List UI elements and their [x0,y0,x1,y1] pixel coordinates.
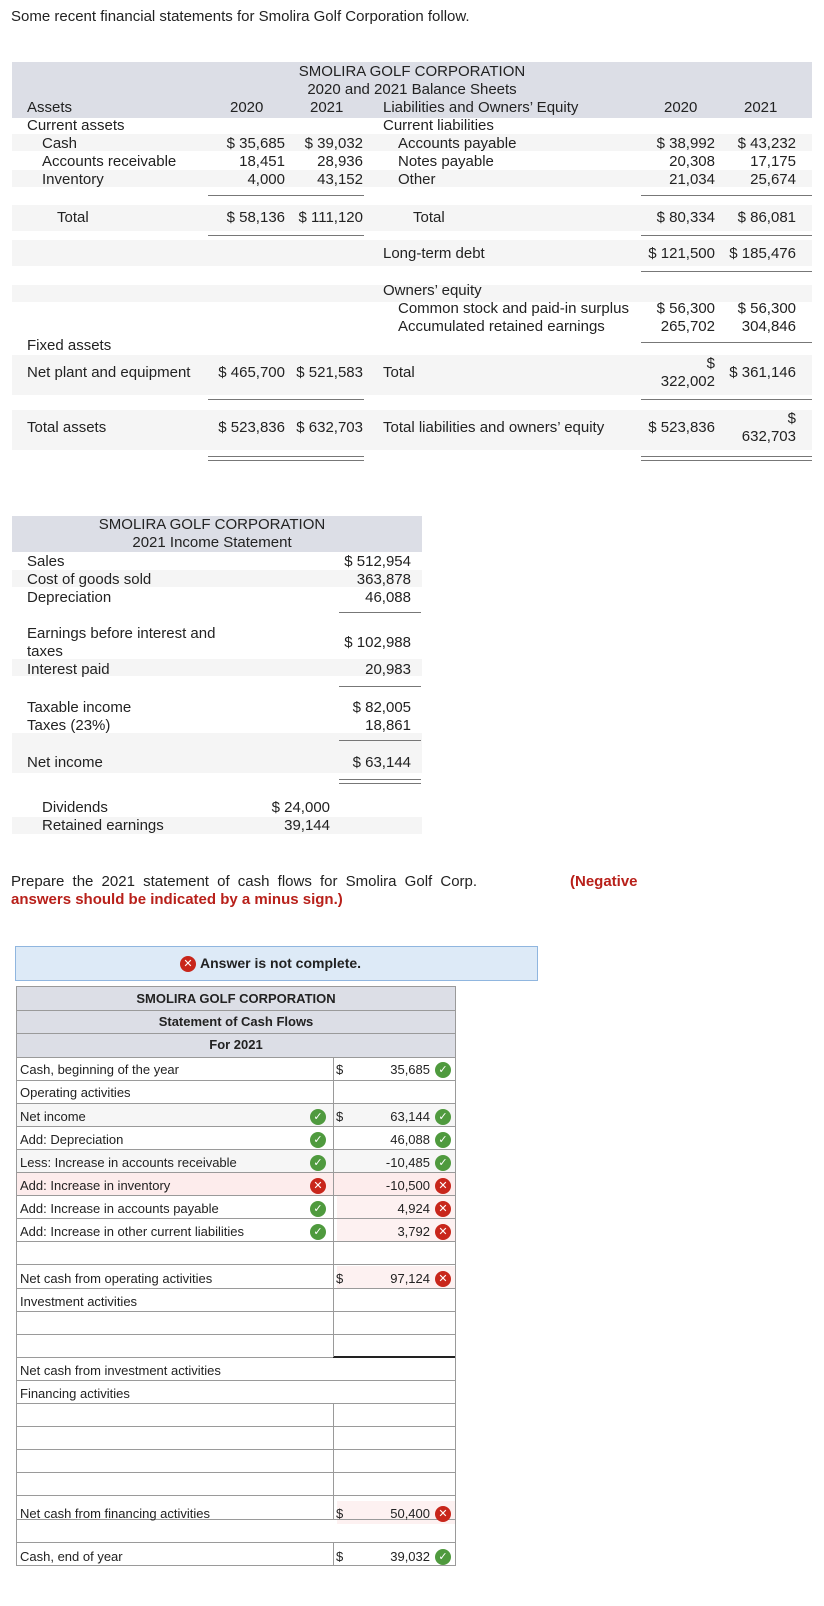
ap-label: Accounts payable [398,135,517,152]
total-assets-label: Total assets [27,419,107,436]
cf-period: For 2021 [209,1037,263,1052]
x-icon: ✕ [435,1224,451,1240]
depreciation-value: 46,088 [365,589,411,606]
tle-label: Total liabilities and owners’ equity [383,419,605,436]
ap-2021: $ 43,232 [737,135,796,152]
cf-subtitle: Statement of Cash Flows [158,1014,314,1029]
cf-cash-begin-dollar: $ [336,1062,344,1077]
check-icon: ✓ [310,1224,326,1240]
cf-inventory-input[interactable]: -10,500 [385,1178,430,1193]
cf-ar-input[interactable]: -10,485 [385,1155,430,1170]
liab-year-2021: 2021 [744,99,778,116]
is-subtitle: 2021 Income Statement [132,534,292,551]
cf-investment-row-1-amount[interactable] [340,1316,450,1336]
common-stock-label: Common stock and paid-in surplus [398,300,629,317]
cf-net-financing-input[interactable]: 50,400 [390,1506,430,1521]
oe-total-2020: 322,002 [660,373,715,390]
check-icon: ✓ [435,1155,451,1171]
dividends-value: $ 24,000 [271,799,330,816]
other-label: Other [398,171,436,188]
np-label: Notes payable [398,153,494,170]
retained-earnings-2020: 265,702 [660,318,715,335]
oe-total-label: Total [383,364,415,381]
ltd-label: Long-term debt [383,245,485,262]
check-icon: ✓ [310,1155,326,1171]
retained-earnings-2021: 304,846 [741,318,796,335]
inventory-2021: 43,152 [317,171,363,188]
cl-total-label: Total [413,209,445,226]
check-icon: ✓ [435,1549,451,1565]
tle-2020: $ 523,836 [648,419,715,436]
cogs-value: 363,878 [356,571,411,588]
assets-header: Assets [27,99,73,116]
sales-value: $ 512,954 [344,553,411,570]
cf-financing-row-2-input[interactable] [20,1431,325,1451]
cf-cash-end-dollar: $ [336,1549,344,1564]
inventory-label: Inventory [42,171,104,188]
tle-2021: 632,703 [741,428,796,445]
cf-depreciation-input[interactable]: 46,088 [390,1132,430,1147]
ebit-value: $ 102,988 [344,634,411,651]
cf-net-income-label[interactable]: Net income [20,1109,86,1124]
liabilities-header: Liabilities and Owners’ Equity [383,99,579,116]
ltd-2021: $ 185,476 [729,245,796,262]
ar-label: Accounts receivable [42,153,177,170]
x-icon: ✕ [435,1178,451,1194]
cf-investment-row-1-input[interactable] [20,1316,325,1336]
cf-investment-row-2-input[interactable] [20,1339,325,1359]
other-2021: 25,674 [750,171,796,188]
current-liabilities-label: Current liabilities [383,117,494,134]
total-assets-2021: $ 632,703 [296,419,363,436]
cf-ar-label[interactable]: Less: Increase in accounts receivable [20,1155,237,1170]
tle-2021-dollar: $ [787,410,796,427]
depreciation-label: Depreciation [27,589,112,606]
cf-cash-end-label: Cash, end of year [20,1549,123,1564]
cf-cash-begin-label: Cash, beginning of the year [20,1062,179,1077]
net-plant-label: Net plant and equipment [27,364,191,381]
intro-text: Some recent financial statements for Smolira Golf Corporation follow. [11,8,470,25]
fixed-assets-label: Fixed assets [27,337,112,354]
x-icon: ✕ [310,1178,326,1194]
ca-total-2020: $ 58,136 [226,209,285,226]
x-icon: ✕ [435,1506,451,1522]
cash-2021: $ 39,032 [304,135,363,152]
np-2021: 17,175 [750,153,796,170]
cf-ap-label[interactable]: Add: Increase in accounts payable [20,1201,219,1216]
instruction-negative-2: answers should be indicated by a minus sign.) [11,891,343,908]
cf-net-operating-dollar: $ [336,1271,344,1286]
cf-title: SMOLIRA GOLF CORPORATION [136,991,336,1006]
cash-label: Cash [42,135,78,152]
ebit-label-1: Earnings before interest and [27,625,216,642]
cf-financing-row-3-input[interactable] [20,1454,325,1474]
cf-depreciation-label[interactable]: Add: Depreciation [20,1132,124,1147]
cf-net-investment-label: Net cash from investment activities [20,1363,221,1378]
retained-earnings-label: Accumulated retained earnings [398,318,605,335]
cf-net-financing-label: Net cash from financing activities [20,1506,211,1521]
cf-financing-label: Financing activities [20,1386,130,1401]
ap-2020: $ 38,992 [656,135,715,152]
cf-investment-label: Investment activities [20,1294,138,1309]
taxes-label: Taxes (23%) [27,717,111,734]
cf-net-operating-label: Net cash from operating activities [20,1271,213,1286]
np-2020: 20,308 [669,153,715,170]
check-icon: ✓ [435,1109,451,1125]
cf-net-income-input[interactable]: 63,144 [390,1109,430,1124]
cf-inventory-label[interactable]: Add: Increase in inventory [20,1178,171,1193]
check-icon: ✓ [310,1132,326,1148]
ca-total-label: Total [57,209,89,226]
taxes-value: 18,861 [365,717,411,734]
cogs-label: Cost of goods sold [27,571,152,588]
cf-net-operating-input[interactable]: 97,124 [390,1271,430,1286]
taxable-income-value: $ 82,005 [352,699,411,716]
inventory-2020: 4,000 [247,171,285,188]
incomplete-x-icon: ✕ [180,956,196,972]
check-icon: ✓ [310,1109,326,1125]
retained-earnings-is-label: Retained earnings [42,817,164,834]
assets-year-2020: 2020 [230,99,264,116]
bs-subtitle: 2020 and 2021 Balance Sheets [307,81,517,98]
net-plant-2020: $ 465,700 [218,364,285,381]
cf-investment-row-2-amount[interactable] [340,1339,450,1359]
retained-earnings-is-value: 39,144 [284,817,330,834]
current-assets-label: Current assets [27,117,125,134]
instruction-negative-1: (Negative [570,873,638,890]
answer-banner-text: Answer is not complete. [200,955,362,971]
cf-operating-label: Operating activities [20,1085,131,1100]
taxable-income-label: Taxable income [27,699,132,716]
cf-financing-row-4-input[interactable] [20,1477,325,1497]
net-income-label: Net income [27,754,103,771]
x-icon: ✕ [435,1271,451,1287]
bs-title: SMOLIRA GOLF CORPORATION [298,63,526,80]
cf-financing-row-1-input[interactable] [20,1408,325,1428]
ltd-2020: $ 121,500 [648,245,715,262]
cash-2020: $ 35,685 [226,135,285,152]
sales-label: Sales [27,553,65,570]
dividends-label: Dividends [42,799,108,816]
cf-other-cl-input[interactable]: 3,792 [397,1224,430,1239]
check-icon: ✓ [435,1132,451,1148]
common-stock-2021: $ 56,300 [737,300,796,317]
cf-net-financing-dollar: $ [336,1506,344,1521]
total-assets-2020: $ 523,836 [218,419,285,436]
net-plant-2021: $ 521,583 [296,364,363,381]
ar-2020: 18,451 [239,153,285,170]
interest-label: Interest paid [27,661,110,678]
instruction-text: Prepare the 2021 statement of cash flows for Smolira Golf Corp. [11,873,478,890]
cf-cash-end-input[interactable]: 39,032 [390,1549,430,1564]
ar-2021: 28,936 [317,153,363,170]
other-2020: 21,034 [669,171,715,188]
owners-equity-label: Owners’ equity [383,282,482,299]
cf-net-income-dollar: $ [336,1109,344,1124]
cf-cash-begin-input[interactable]: 35,685 [390,1062,430,1077]
liab-year-2020: 2020 [664,99,698,116]
is-title: SMOLIRA GOLF CORPORATION [98,516,326,533]
ca-total-2021: $ 111,120 [298,209,363,226]
x-icon: ✕ [435,1201,451,1217]
answer-banner [15,946,538,981]
check-icon: ✓ [435,1062,451,1078]
cf-other-cl-label[interactable]: Add: Increase in other current liabilities [20,1224,245,1239]
oe-total-2021: $ 361,146 [729,364,796,381]
ebit-label-2: taxes [27,643,63,660]
assets-year-2021: 2021 [310,99,344,116]
cf-ap-input[interactable]: 4,924 [397,1201,430,1216]
interest-value: 20,983 [365,661,411,678]
net-income-value: $ 63,144 [352,754,411,771]
oe-total-2020-dollar: $ [706,355,715,372]
cl-total-2021: $ 86,081 [737,209,796,226]
cl-total-2020: $ 80,334 [656,209,715,226]
common-stock-2020: $ 56,300 [656,300,715,317]
check-icon: ✓ [310,1201,326,1217]
